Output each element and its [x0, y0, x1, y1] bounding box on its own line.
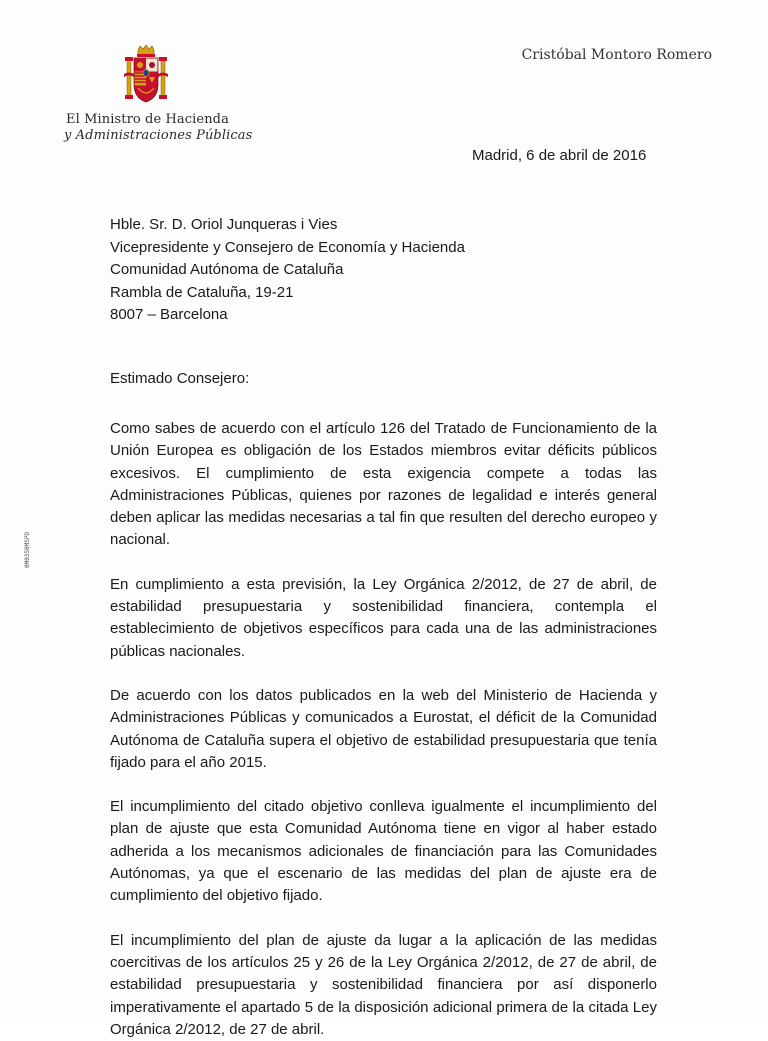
margin-reference-code: 0M0350MSPD	[24, 531, 31, 568]
letter-date: Madrid, 6 de abril de 2016	[472, 147, 647, 164]
paragraph-1: Como sabes de acuerdo con el artículo 126 del Tratado de Funcionamiento de la Unión Europea es obligación de los Estados miembros evitar déficits públicos excesivos. El cumplimiento de esta exigencia compete a todas las Administraciones Públicas, quienes por razones de legalidad e interés general deben aplicar las medidas necesarias a tal fin que resulten del derecho europeo y nacional.	[110, 420, 657, 549]
ministry-heading	[64, 112, 252, 144]
paragraph-2: En cumplimiento a esta previsión, la Ley Orgánica 2/2012, de 27 de abril, de estabilidad presupuestaria y sostenibilidad financiera, contempla el establecimiento de objetivos específicos para cada una de las administraciones públicas nacionales.	[110, 575, 657, 660]
recipient-line-3: Comunidad Autónoma de Cataluña	[110, 261, 344, 278]
ministry-line-1: El Ministro de Hacienda	[66, 112, 229, 127]
coat-of-arms-icon	[124, 44, 168, 106]
recipient-line-1: Hble. Sr. D. Oriol Junqueras i Vies	[110, 216, 338, 233]
letter-body	[110, 418, 657, 1041]
minister-name: Cristóbal Montoro Romero	[521, 47, 712, 63]
recipient-line-5: 8007 – Barcelona	[110, 306, 228, 323]
paragraph-4: El incumplimiento del citado objetivo conlleva igualmente el incumplimiento del plan de ajuste que esta Comunidad Autónoma tiene en vigor al haber estado adherida a los mecanismos adicionales de financiación para las Comunidades Autónomas, ya que el escenario de las medidas del plan de ajuste era de cumplimiento del objetivo fijado.	[110, 798, 657, 905]
paragraph-5: El incumplimiento del plan de ajuste da lugar a la aplicación de las medidas coercitivas de los artículos 25 y 26 de la Ley Orgánica 2/2012, de 27 de abril, de estabilidad presupuestaria y sostenibilidad financiera por así disponerlo imperativamente el apartado 5 de la disposición adicional primera de la citada Ley Orgánica 2/2012, de 27 de abril.	[110, 931, 657, 1038]
salutation: Estimado Consejero:	[110, 370, 250, 387]
recipient-address	[110, 214, 465, 327]
paragraph-3: De acuerdo con los datos publicados en la web del Ministerio de Hacienda y Administraciones Públicas y comunicados a Eurostat, el déficit de la Comunidad Autónoma de Cataluña supera el objetivo de estabilidad presupuestaria que tenía fijado para el año 2015.	[110, 686, 657, 771]
recipient-line-2: Vicepresidente y Consejero de Economía y Hacienda	[110, 238, 465, 256]
ministry-line-2: y Administraciones Públicas	[64, 128, 253, 143]
recipient-line-4: Rambla de Cataluña, 19-21	[110, 283, 294, 301]
